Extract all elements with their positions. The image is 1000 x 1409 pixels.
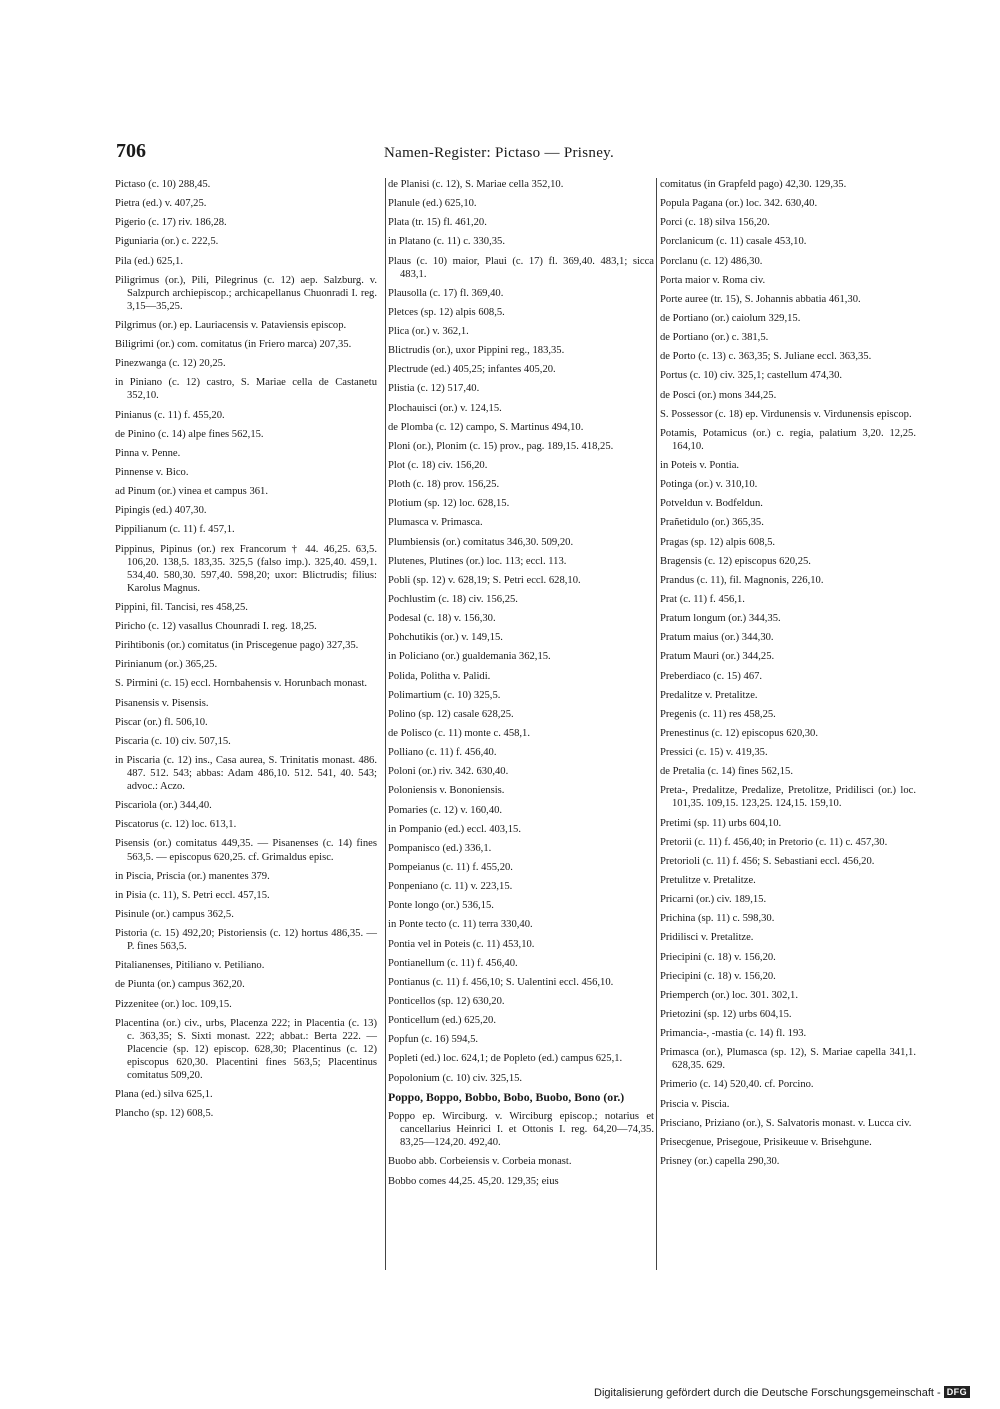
index-entry: Preberdiaco (c. 15) 467.	[660, 670, 763, 682]
index-entry: Priscia v. Piscia.	[660, 1098, 730, 1110]
index-entry: Popfun (c. 16) 594,5.	[388, 1034, 479, 1046]
index-entry: Pochlustim (c. 18) civ. 156,25.	[388, 594, 518, 605]
index-entry: in Platano (c. 11) c. 330,35.	[388, 236, 505, 248]
index-entry: Prandus (c. 11), fil. Magnonis, 226,10.	[660, 574, 824, 586]
index-entry: Potinga (or.) v. 310,10.	[660, 479, 758, 491]
index-entry: Prenestinus (c. 12) episcopus 620,30.	[660, 727, 819, 739]
index-entry: Pratum Mauri (or.) 344,25.	[660, 651, 775, 663]
index-entry: Pompanisco (ed.) 336,1.	[388, 842, 492, 854]
index-entry: Pinezwanga (c. 12) 20,25.	[115, 358, 226, 370]
index-entry: Pontia vel in Poteis (c. 11) 453,10.	[388, 938, 535, 950]
index-entry: Plaus (c. 10) maior, Plaui (c. 17) fl. 369,40. 483,1; sicca 483,1.	[388, 255, 654, 280]
index-entry: Pomaries (c. 12) v. 160,40.	[388, 804, 503, 816]
index-entry: Pisanensis v. Pisensis.	[115, 697, 209, 709]
index-entry: Piscar (or.) fl. 506,10.	[115, 716, 208, 728]
index-entry: Pontianus (c. 11) f. 456,10; S. Ualentini eccl. 456,10.	[388, 976, 614, 988]
index-entry: Potamis, Potamicus (or.) c. regia, palatium 3,20. 12,25. 164,10.	[660, 427, 916, 452]
column-1	[115, 178, 377, 1126]
index-entry: Plata (tr. 15) fl. 461,20.	[388, 217, 487, 229]
index-entry: Plumbiensis (or.) comitatus 346,30. 509,20.	[388, 536, 574, 548]
index-entry: Podesal (c. 18) v. 156,30.	[388, 613, 496, 625]
index-entry: Poloniensis v. Bononiensis.	[388, 785, 505, 797]
index-entry: in Pompanio (ed.) eccl. 403,15.	[388, 823, 521, 835]
index-entry: Prisecgenue, Prisegoue, Prisikeuue v. Brisehgune.	[660, 1136, 872, 1148]
index-entry: Ponticellum (ed.) 625,20.	[388, 1015, 496, 1027]
index-entry: Pontianellum (c. 11) f. 456,40.	[388, 957, 518, 969]
index-entry: Pretimi (sp. 11) urbs 604,10.	[660, 817, 782, 829]
index-entry: Prisciano, Priziano (or.), S. Salvatoris monast. v. Lucca civ.	[660, 1117, 912, 1129]
index-entry: Piscariola (or.) 344,40.	[115, 800, 212, 812]
index-entry: in Piscaria (c. 12) ins., Casa aurea, S. Trinitatis monast. 486. 487. 512. 543; abbas: Adam 486,10. 512. 541, 40. 543; advoc.: Aczo.	[115, 754, 377, 793]
index-entry: Ponte longo (or.) 536,15.	[388, 900, 494, 912]
index-entry: Ponticellos (sp. 12) 630,20.	[388, 995, 505, 1007]
index-entry: Pisensis (or.) comitatus 449,35. — Pisanenses (c. 14) fines 563,5. — episcopus 620,25. cf. Grimaldus episc.	[115, 838, 377, 863]
index-entry: Pratum longum (or.) 344,35.	[660, 613, 781, 625]
index-entry: Piscaria (c. 10) civ. 507,15.	[115, 735, 231, 747]
index-entry: Pletces (sp. 12) alpis 608,5.	[388, 306, 505, 318]
index-entry: Porte auree (tr. 15), S. Johannis abbatia 461,30.	[660, 293, 861, 305]
index-entry: Plancho (sp. 12) 608,5.	[115, 1108, 214, 1120]
index-entry: Porclanicum (c. 11) casale 453,10.	[660, 236, 807, 248]
index-entry: de Pinino (c. 14) alpe fines 562,15.	[115, 428, 264, 440]
index-entry: de Piunta (or.) campus 362,20.	[115, 979, 245, 991]
index-entry: in Policiano (or.) gualdemania 362,15.	[388, 651, 551, 663]
index-entry: S. Pirmini (c. 15) eccl. Hornbahensis v. Horunbach monast.	[115, 678, 368, 690]
index-entry: Pretorioli (c. 11) f. 456; S. Sebastiani eccl. 456,20.	[660, 855, 875, 867]
index-entry: Pirihtibonis (or.) comitatus (in Priscegenue pago) 327,35.	[115, 640, 359, 652]
index-entry: Pricarni (or.) civ. 189,15.	[660, 894, 767, 906]
index-entry: Planule (ed.) 625,10.	[388, 198, 477, 210]
index-entry: de Plomba (c. 12) campo, S. Martinus 494,10.	[388, 421, 584, 433]
footer	[594, 1386, 970, 1399]
index-entry: Plana (ed.) silva 625,1.	[115, 1089, 213, 1100]
index-entry: Porta maior v. Roma civ.	[660, 274, 766, 286]
index-entry: Pinna v. Penne.	[115, 447, 181, 459]
index-entry: de Portiano (or.) caiolum 329,15.	[660, 312, 801, 324]
index-entry: Pobli (sp. 12) v. 628,19; S. Petri eccl. 628,10.	[388, 574, 581, 586]
index-entry: ad Pinum (or.) vinea et campus 361.	[115, 486, 268, 498]
index-entry: Pipingis (ed.) 407,30.	[115, 505, 207, 517]
index-entry: Priecipini (c. 18) v. 156,20.	[660, 951, 776, 963]
index-entry: Blictrudis (or.), uxor Pippini reg., 183,35.	[388, 345, 565, 357]
index-entry: Pila (ed.) 625,1.	[115, 255, 183, 267]
index-entry: de Pretalia (c. 14) fines 562,15.	[660, 766, 793, 778]
index-entry: Popula Pagana (or.) loc. 342. 630,40.	[660, 198, 818, 210]
index-entry: in Pisia (c. 11), S. Petri eccl. 457,15.	[115, 889, 270, 901]
index-entry: Prañetidulo (or.) 365,35.	[660, 517, 764, 529]
index-entry: Plot (c. 18) civ. 156,20.	[388, 460, 488, 472]
index-entry: Piguniaria (or.) c. 222,5.	[115, 236, 219, 248]
index-entry: Porclanu (c. 12) 486,30.	[660, 255, 763, 267]
index-entry: Bragensis (c. 12) episcopus 620,25.	[660, 555, 811, 567]
index-entry: Primancia-, -mastia (c. 14) fl. 193.	[660, 1028, 807, 1040]
index-entry: Pinnense v. Bico.	[115, 466, 189, 478]
index-entry: Popleti (ed.) loc. 624,1; de Popleto (ed.) campus 625,1.	[388, 1053, 623, 1065]
running-title: Namen-Register: Pictaso — Prisney.	[384, 145, 615, 161]
index-entry: Priemperch (or.) loc. 301. 302,1.	[660, 989, 798, 1001]
index-entry: Pippinus, Pipinus (or.) rex Francorum † 44. 46,25. 63,5. 106,20. 138,5. 183,35. 325,5 (falso imp.). 325,40. 459,1. 534,40. 580,30. 597,40. 598,20; uxor: Blictrudis; filius: Karolus Magnus.	[115, 543, 377, 594]
index-entry: Pirinianum (or.) 365,25.	[115, 659, 218, 671]
index-entry: Prichina (sp. 11) c. 598,30.	[660, 913, 775, 925]
index-entry: Plutenes, Plutines (or.) loc. 113; eccl. 113.	[388, 555, 567, 567]
index-entry: S. Possessor (c. 18) ep. Virdunensis v. Virdunensis episcop.	[660, 408, 912, 420]
column-2	[385, 178, 654, 1270]
index-entry: Poppo, Boppo, Bobbo, Bobo, Buobo, Bono (or.)	[388, 1089, 625, 1104]
index-entry: Poloni (or.) riv. 342. 630,40.	[388, 766, 509, 778]
index-entry: Pompeianus (c. 11) f. 455,20.	[388, 861, 513, 873]
index-entry: Plausolla (c. 17) fl. 369,40.	[388, 287, 504, 299]
index-entry: Piscatorus (c. 12) loc. 613,1.	[115, 819, 237, 831]
index-entry: Pietra (ed.) v. 407,25.	[115, 198, 207, 210]
index-entry: Pizzenitee (or.) loc. 109,15.	[115, 998, 232, 1010]
index-entry: Preta-, Predalitze, Predalize, Pretolitze, Pridilisci (or.) loc. 101,35. 109,15. 123,25. 124,15. 159,10.	[660, 785, 916, 810]
index-entry: de Polisco (c. 11) monte c. 458,1.	[388, 727, 531, 739]
index-entry: Porci (c. 18) silva 156,20.	[660, 217, 770, 229]
index-entry: Pictaso (c. 10) 288,45.	[115, 179, 211, 190]
index-entry: Polida, Politha v. Palidi.	[388, 670, 491, 682]
index-entry: in Ponte tecto (c. 11) terra 330,40.	[388, 919, 533, 931]
index-entry: Pohchutikis (or.) v. 149,15.	[388, 632, 503, 644]
index-entry: Plistia (c. 12) 517,40.	[388, 383, 480, 395]
index-entry: in Poteis v. Pontia.	[660, 460, 740, 472]
index-entry: Prisney (or.) capella 290,30.	[660, 1156, 780, 1168]
index-entry: Prat (c. 11) f. 456,1.	[660, 594, 745, 605]
index-entry: Polimartium (c. 10) 325,5.	[388, 689, 501, 701]
index-entry: Placentina (or.) civ., urbs, Placenza 222; in Placentia (c. 13) c. 363,35; S. Sixti monast. 222; abbat.: Berta 222. — Placencie (sp. 12) episcop. 628,30; Placentinus (c. 12) episcopus 620,30. Placentini fines 563,5; Placentinus comitatus 509,20.	[115, 1017, 377, 1081]
index-entry: Pregenis (c. 11) res 458,25.	[660, 708, 776, 720]
index-entry: Piricho (c. 12) vasallus Chounradi I. reg. 18,25.	[115, 620, 317, 632]
index-entry: de Posci (or.) mons 344,25.	[660, 389, 777, 401]
index-entry: Pragas (sp. 12) alpis 608,5.	[660, 536, 776, 548]
index-entry: Pitalianenses, Pitiliano v. Petiliano.	[115, 960, 265, 972]
index-entry: Ploni (or.), Plonim (c. 15) prov., pag. 189,15. 418,25.	[388, 440, 614, 452]
footer-text: Digitalisierung gefördert durch die Deutsche Forschungsgemeinschaft -	[594, 1387, 941, 1399]
index-entry: Pinianus (c. 11) f. 455,20.	[115, 409, 225, 421]
index-entry: Pretulitze v. Pretalitze.	[660, 875, 756, 887]
index-entry: in Piscia, Priscia (or.) manentes 379.	[115, 870, 270, 882]
index-entry: in Piniano (c. 12) castro, S. Mariae cella de Castanetu 352,10.	[115, 377, 377, 402]
index-entry: Prietozini (sp. 12) urbs 604,15.	[660, 1009, 792, 1020]
index-entry: Predalitze v. Pretalitze.	[660, 689, 758, 701]
index-entry: Polino (sp. 12) casale 628,25.	[388, 708, 514, 720]
index-entry: Pridilisci v. Pretalitze.	[660, 932, 754, 944]
index-entry: Plotium (sp. 12) loc. 628,15.	[388, 498, 510, 510]
index-entry: Piligrimus (or.), Pili, Pilegrinus (c. 12) aep. Salzburg. v. Salzpurch archiepiscop.; archicapellanus Chuonradi I. reg. 3,15—35,25.	[115, 274, 377, 312]
index-entry: de Porto (c. 13) c. 363,35; S. Juliane eccl. 363,35.	[660, 351, 872, 363]
page-number: 706	[116, 140, 146, 162]
index-entry: Plochauisci (or.) v. 124,15.	[388, 402, 502, 414]
column-3	[656, 178, 916, 1270]
index-entry: Plumasca v. Primasca.	[388, 517, 483, 529]
index-entry: Pigerio (c. 17) riv. 186,28.	[115, 217, 227, 229]
index-entry: comitatus (in Grapfeld pago) 42,30. 129,35.	[660, 179, 847, 190]
dfg-logo: DFG	[944, 1386, 971, 1398]
index-entry: Potveldun v. Bodfeldun.	[660, 498, 763, 510]
index-entry: Primasca (or.), Plumasca (sp. 12), S. Mariae capella 341,1. 628,35. 629.	[660, 1047, 916, 1072]
index-entry: Popolonium (c. 10) civ. 325,15.	[388, 1072, 523, 1084]
index-entry: Bobbo comes 44,25. 45,20. 129,35; eius	[388, 1175, 559, 1187]
index-entry: Pressici (c. 15) v. 419,35.	[660, 747, 768, 759]
index-entry: Ploth (c. 18) prov. 156,25.	[388, 479, 500, 491]
index-entry: Priecipini (c. 18) v. 156,20.	[660, 970, 776, 982]
index-entry: Pisinule (or.) campus 362,5.	[115, 908, 234, 920]
index-entry: Pilgrimus (or.) ep. Lauriacensis v. Pataviensis episcop.	[115, 319, 347, 331]
index-entry: Pretorii (c. 11) f. 456,40; in Pretorio (c. 11) c. 457,30.	[660, 836, 888, 848]
index-entry: Plectrude (ed.) 405,25; infantes 405,20.	[388, 364, 556, 376]
index-entry: Pratum maius (or.) 344,30.	[660, 632, 774, 644]
index-entry: de Planisi (c. 12), S. Mariae cella 352,10.	[388, 179, 564, 190]
index-entry: Biligrimi (or.) com. comitatus (in Friero marca) 207,35.	[115, 339, 352, 351]
index-entry: Ponpeniano (c. 11) v. 223,15.	[388, 881, 513, 893]
index-entry: Plica (or.) v. 362,1.	[388, 326, 469, 338]
index-entry: Pippilianum (c. 11) f. 457,1.	[115, 524, 235, 536]
index-entry: de Portiano (or.) c. 381,5.	[660, 332, 769, 344]
index-entry: Polliano (c. 11) f. 456,40.	[388, 747, 497, 759]
register-columns	[115, 178, 916, 1278]
index-entry: Primerio (c. 14) 520,40. cf. Porcino.	[660, 1079, 814, 1091]
index-entry: Portus (c. 10) civ. 325,1; castellum 474,30.	[660, 370, 843, 382]
index-entry: Buobo abb. Corbeiensis v. Corbeia monast.	[388, 1156, 572, 1168]
index-entry: Poppo ep. Wirciburg. v. Wirciburg episcop.; notarius et cancellarius Heinrici I. et Ottonis I. reg. 64,20—74,35. 83,25—124,20. 492,40.	[388, 1111, 654, 1149]
index-entry: Pistoria (c. 15) 492,20; Pistoriensis (c. 12) hortus 486,35. — P. fines 563,5.	[115, 928, 377, 953]
index-entry: Pippini, fil. Tancisi, res 458,25.	[115, 601, 248, 613]
